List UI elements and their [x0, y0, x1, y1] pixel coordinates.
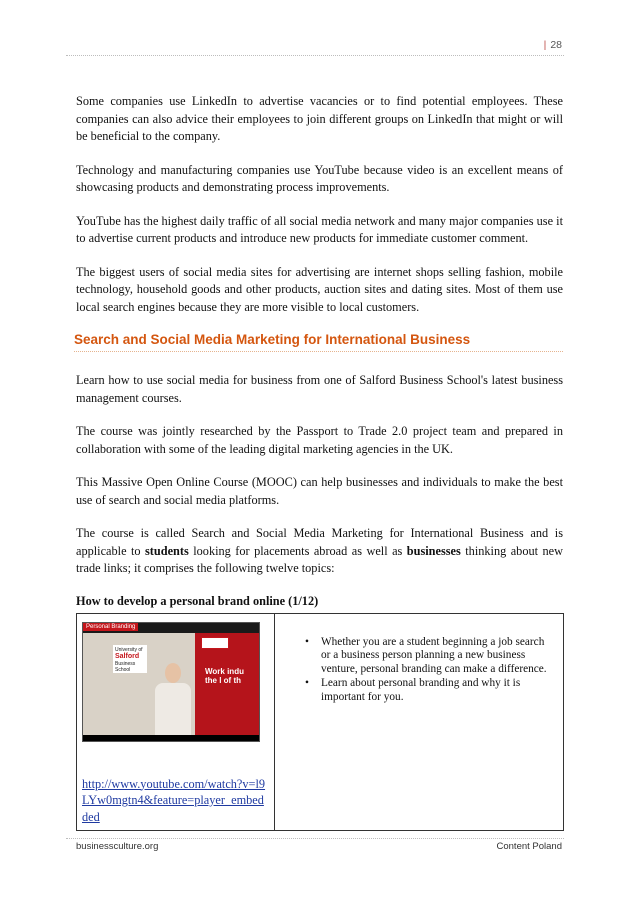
video-thumbnail[interactable]	[82, 622, 260, 742]
bullets-cell	[275, 613, 564, 831]
presenter-head	[165, 663, 181, 683]
section-heading: Search and Social Media Marketing for International Business	[74, 332, 563, 352]
paragraph-learn-social-media: Learn how to use social media for business from one of Salford Business School's latest business management courses.	[76, 373, 563, 405]
footer-section: Content Poland	[496, 841, 562, 852]
thumbnail-overlay-text: Work indu the l of th	[205, 666, 244, 685]
paragraph-youtube-technology: Technology and manufacturing companies use YouTube because video is an excellent means of showcasing products and demonstrating process improvements.	[76, 162, 563, 194]
page-number-bar: |	[543, 39, 547, 51]
thumbnail-red-panel	[195, 633, 259, 741]
header-divider	[66, 55, 564, 56]
video-link[interactable]: http://www.youtube.com/watch?v=l9LYw0mgtn4&feature=player_embedded	[82, 776, 266, 824]
salford-sign	[113, 645, 147, 673]
course-text-middle: looking for placements abroad as well as	[188, 543, 407, 558]
presenter-body	[155, 683, 191, 741]
paragraph-course-topics	[76, 525, 563, 578]
course-text-start: The course is called Search and Social Media Marketing for International Business and is applicable to	[76, 526, 563, 558]
bullet-item: • Learn about personal branding and why it is important for you.	[305, 677, 553, 704]
video-cell	[77, 613, 275, 831]
page-content	[76, 93, 563, 831]
page-number-value: 28	[550, 39, 562, 51]
video-controls-bar[interactable]	[83, 735, 259, 741]
businesses-emphasis: businesses	[406, 543, 461, 558]
page-number	[544, 39, 562, 51]
topic-bullets	[293, 636, 553, 705]
thumbnail-logo	[201, 637, 229, 649]
paragraph-linkedin: Some companies use LinkedIn to advertise vacancies or to find potential employees. These companies can also advice their employees to join different groups on LinkedIn that might or will be beneficial to the company.	[76, 94, 563, 143]
bullet-item: • Whether you are a student beginning a job search or a business person planning a new business venture, personal branding can make a difference.	[305, 636, 553, 677]
paragraph-course-research: The course was jointly researched by the Passport to Trade 2.0 project team and prepared in collaboration with some of the leading digital marketing agencies in the UK.	[76, 424, 563, 456]
paragraph-mooc: This Massive Open Online Course (MOOC) can help businesses and individuals to make the best use of search and social media platforms.	[76, 475, 563, 507]
sign-brand: Salford	[115, 652, 140, 660]
paragraph-youtube-traffic: YouTube has the highest daily traffic of all social media network and many major companies use it to advertise current products and introduce new products for immediate customer comment.	[76, 213, 563, 245]
sign-line1: University of	[115, 646, 143, 653]
paragraph-biggest-users: The biggest users of social media sites for advertising are internet shops selling fashion, mobile technology, household goods and other products, auction sites and dating sites. Most of them use local search engines because they are more visible to local customers.	[76, 264, 563, 314]
sign-line2: Business School	[115, 660, 136, 673]
footer-divider	[66, 838, 564, 839]
thumbnail-tag: Personal Branding	[83, 623, 138, 631]
topic-table	[76, 613, 564, 832]
course-text-end: thinking about new trade links; it comprises the following twelve topics:	[76, 543, 563, 575]
topic-title: How to develop a personal brand online (1/12)	[76, 593, 319, 608]
footer-site: businessculture.org	[76, 841, 159, 852]
students-emphasis: students	[145, 543, 189, 558]
